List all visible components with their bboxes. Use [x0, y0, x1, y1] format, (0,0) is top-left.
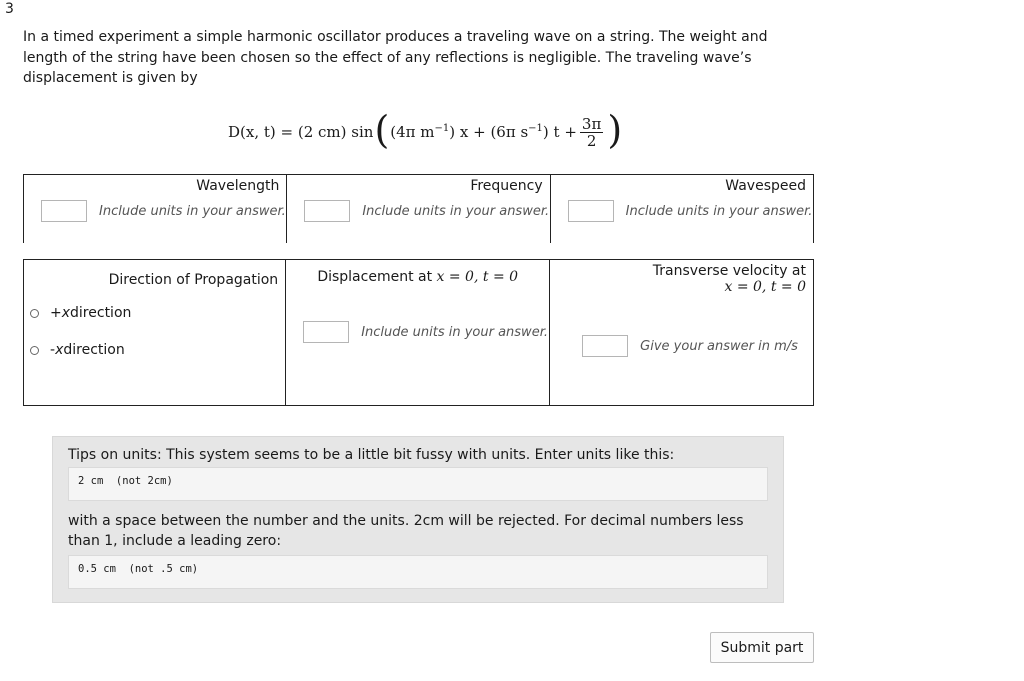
left-paren: (: [374, 108, 390, 152]
phase-denominator: 2: [586, 131, 597, 150]
direction-header: Direction of Propagation: [108, 272, 279, 288]
tips-example-code: 2 cm (not 2cm): [68, 467, 768, 501]
formula-lhs: D(x, t) = (2 cm) sin: [228, 123, 374, 141]
tips-label: Tips on units:: [68, 447, 162, 463]
displacement-header: Displacement at x = 0, t = 0: [317, 269, 519, 285]
direction-option-positive[interactable]: + x direction: [30, 305, 285, 321]
answer-table-row2: [23, 259, 814, 406]
answer-table-row1: [23, 174, 814, 243]
phase-numerator: 3π: [581, 114, 602, 133]
direction-cell: [24, 260, 286, 406]
direction-option-negative[interactable]: - x direction: [30, 342, 285, 358]
phase-fraction: [580, 116, 603, 149]
frequency-input[interactable]: [304, 200, 350, 222]
displacement-cell: [286, 260, 550, 406]
displacement-input[interactable]: [303, 321, 349, 343]
velocity-header: Transverse velocity at x = 0, t = 0: [652, 263, 806, 295]
frequency-hint: Include units in your answer.: [362, 203, 550, 219]
units-tips-box: [52, 436, 784, 603]
wavelength-header: Wavelength: [196, 178, 280, 194]
frequency-header: Frequency: [470, 178, 543, 194]
formula-after-k: ) x + (6π s: [449, 123, 529, 141]
question-number: 3: [5, 1, 14, 17]
formula-k-exponent: −1: [434, 122, 450, 134]
wavespeed-cell: [550, 175, 813, 244]
displacement-hint: Include units in your answer.: [361, 324, 548, 340]
velocity-cell: [550, 260, 814, 406]
tips-decimal-code: 0.5 cm (not .5 cm): [68, 555, 768, 589]
wavelength-hint: Include units in your answer.: [99, 203, 286, 219]
wave-equation: [228, 104, 623, 160]
velocity-input[interactable]: [582, 335, 628, 357]
radio-button[interactable]: [30, 346, 39, 355]
wavespeed-hint: Include units in your answer.: [625, 203, 813, 219]
frequency-cell: [287, 175, 550, 244]
wavelength-cell: [24, 175, 287, 244]
wavespeed-header: Wavespeed: [725, 178, 806, 194]
wavelength-input[interactable]: [41, 200, 87, 222]
right-paren: ): [607, 108, 623, 152]
formula-after-w: ) t +: [542, 123, 577, 141]
velocity-hint: Give your answer in m/s: [640, 338, 798, 354]
wavespeed-input[interactable]: [568, 200, 614, 222]
submit-part-button[interactable]: Submit part: [710, 632, 814, 663]
question-intro: In a timed experiment a simple harmonic oscillator produces a traveling wave on a string. The weight and length of the string have been chosen so the effect of any reflections is negligible. The traveling wave’s displacement is given by: [23, 29, 768, 86]
radio-button[interactable]: [30, 309, 39, 318]
tips-intro: Tips on units: This system seems to be a little bit fussy with units. Enter units like this:: [68, 447, 675, 463]
formula-w-exponent: −1: [528, 122, 543, 134]
tips-explanation: with a space between the number and the units. 2cm will be rejected. For decimal numbers less than 1, include a leading zero:: [68, 513, 744, 549]
formula-k-term: (4π m: [390, 123, 435, 141]
